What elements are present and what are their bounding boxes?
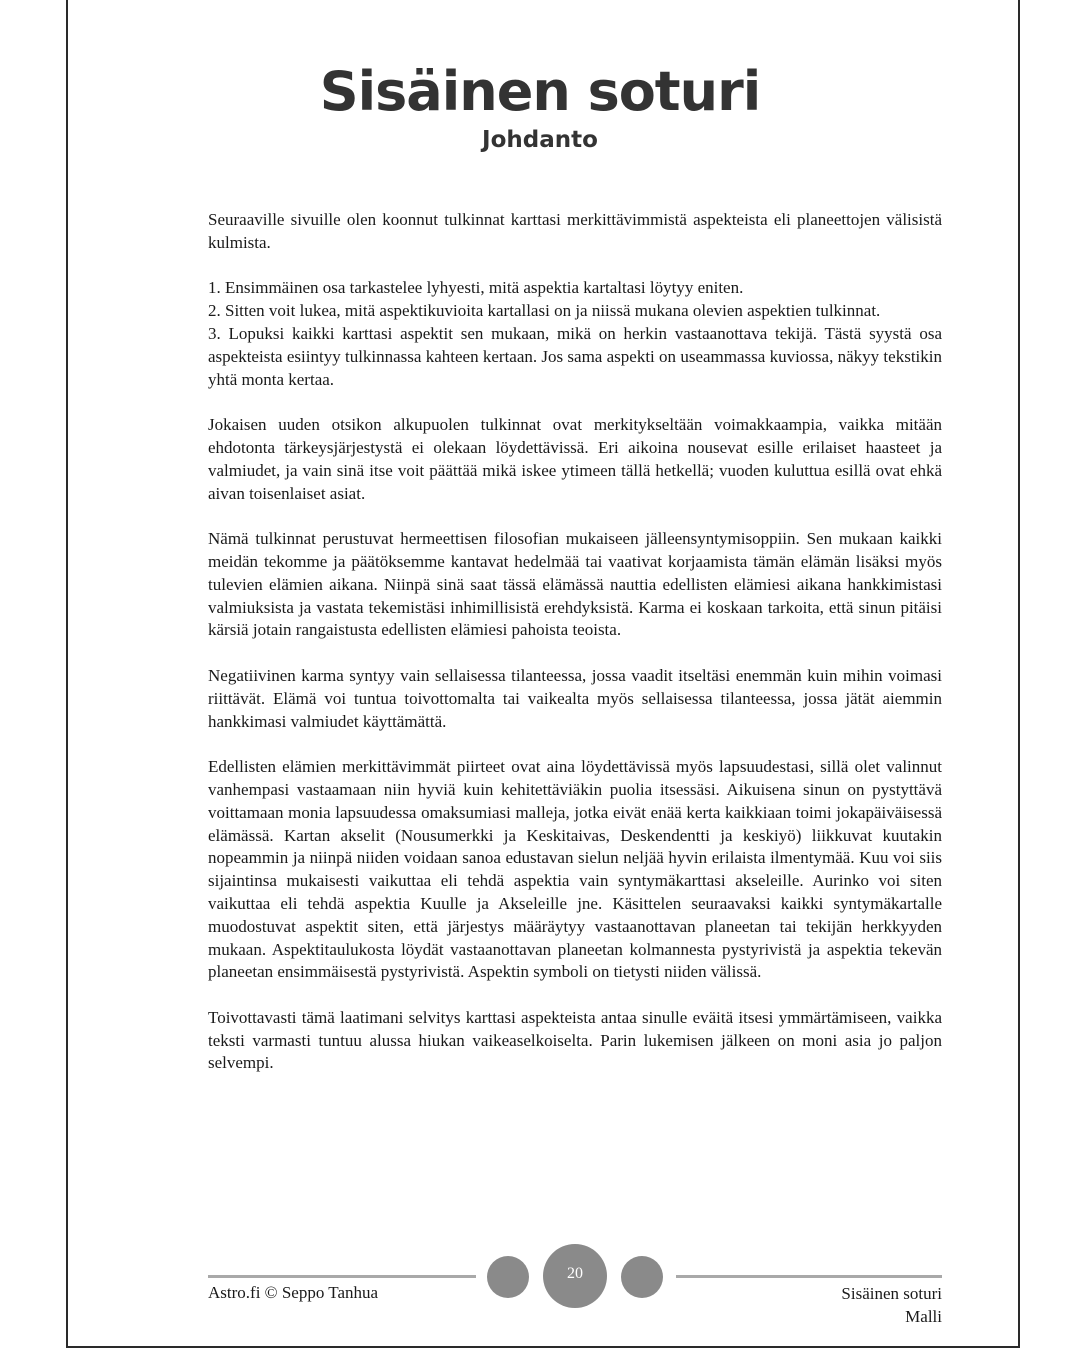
paragraph-intro: Seuraaville sivuille olen koonnut tulkinnat karttasi merkittävimmistä aspekteista eli planeettojen välisistä kulmista.	[208, 210, 942, 252]
page-title: Sisäinen soturi	[319, 60, 761, 123]
list-item: 2. Sitten voit lukea, mitä aspektikuvioita kartallasi on ja niissä mukana olevien aspektien tulkinnat.	[208, 301, 881, 321]
paragraph: Jokaisen uuden otsikon alkupuolen tulkinnat ovat merkitykseltään voimakkaampia, vaikka mitään ehdotonta tärkeysjärjestystä ei olekaan löydettävissä. Eri aikoina nousevat esille erilaiset haasteet ja valmiudet, ja vain sinä itse voit päättää mikä iskee ytimeen tällä hetkellä; vuoden kuluttua esillä ovat ehkä aivan toisenlaiset asiat.	[208, 415, 942, 503]
paragraph: Toivottavasti tämä laatimani selvitys karttasi aspekteista antaa sinulle eväitä itsesi ymmärtämiseen, vaikka teksti varmasti tuntuu alussa hiukan vaikeaselkoiselta. Parin lukemisen jälkeen on moni asia jo paljon selvempi.	[208, 1007, 942, 1073]
paragraph: Edellisten elämien merkittävimmät piirteet ovat aina löydettävissä myös lapsuudestasi, sillä olet valinnut vanhempasi vastaamaan niin hyviä kuin kehitettäviäkin puolia itsessäsi. Aikuisena sinun on pystyttävä voittamaan monia lapsuudessa omaksumiasi malleja, jotka eivät enää kerta kaikkiaan toimi jokapäiväisessä elämässä. Kartan akselit (Nousumerkki ja Keskitaivas, Deskendentti ja keskiyö) liikkuvat kuutakin nopeammin ja niinpä niiden voidaan sanoa edustavan sielun neljää hyvin erilaista ilmentymää. Kuu voi siis sijaintinsa mukaisesti vaikuttaa eli tehdä aspektia vain syntymäkarttasi akseleille. Aurinko voi siten vaikuttaa eli tehdä aspektia Kuulle ja Akseleille jne. Käsittelen seuraavaksi kaikki syntymäkartalle muodostuvat aspektit siten, että järjestys määräytyy vastaanottavan planeetan tai tekijän herkkyyden mukaan. Aspektitaulukosta löydät vastaanottavan planeetan kolmannesta pystyrivistä ja aspektia tekevän planeetan ensimmäisestä pystyrivistä. Aspektin symboli on tietysti niiden välissä.	[208, 757, 942, 982]
footer-divider-right	[676, 1275, 942, 1278]
list-item: 1. Ensimmäinen osa tarkastelee lyhyesti, mitä aspektia kartaltasi löytyy eniten.	[208, 278, 744, 298]
footer-document-info	[841, 1283, 942, 1329]
footer-dot-left	[487, 1256, 529, 1298]
footer-divider-left	[208, 1275, 476, 1278]
footer-document-edition: Malli	[905, 1306, 942, 1326]
footer-document-title: Sisäinen soturi	[841, 1284, 942, 1303]
body-text	[208, 209, 942, 1098]
paragraph: Nämä tulkinnat perustuvat hermeettisen filosofian mukaiseen jälleensyntymisoppiin. Sen mukaan kaikki meidän tekomme ja päätöksemme kantavat hedelmää tai vaativat korjaamista tämän elämän lisäksi myös tulevien elämien aikana. Niinpä sinä saat tässä elämässä nauttia edellisten elämiesi aikana hankkimistasi valmiuksista ja vastata tekemistäsi inhimillisistä erehdyksistä. Karma ei koskaan tarkoita, että sinun pitäisi kärsiä jotain rangaistusta edellisten elämiesi pahoista teoista.	[208, 529, 942, 640]
page-subtitle: Johdanto	[482, 127, 598, 153]
page-number: 20	[543, 1244, 607, 1308]
footer-copyright: Astro.fi © Seppo Tanhua	[208, 1283, 379, 1302]
paragraph: Negatiivinen karma syntyy vain sellaisessa tilanteessa, jossa vaadit itseltäsi enemmän kuin mihin voimasi riittävät. Elämä voi tuntua toivottomalta tai vaikealta myös sellaisessa tilanteessa, jossa jätät aiemmin hankkimasi valmiudet käyttämättä.	[208, 665, 942, 731]
footer-dot-right	[621, 1256, 663, 1298]
list-item: 3. Lopuksi kaikki karttasi aspektit sen mukaan, mikä on herkin vastaanottava tekijä. Tästä syystä osa aspekteista esiintyy tulkinnassa kahteen kertaan. Jos sama aspekti on useammassa kuviossa, näkyy tekstikin yhtä monta kertaa.	[208, 323, 942, 389]
